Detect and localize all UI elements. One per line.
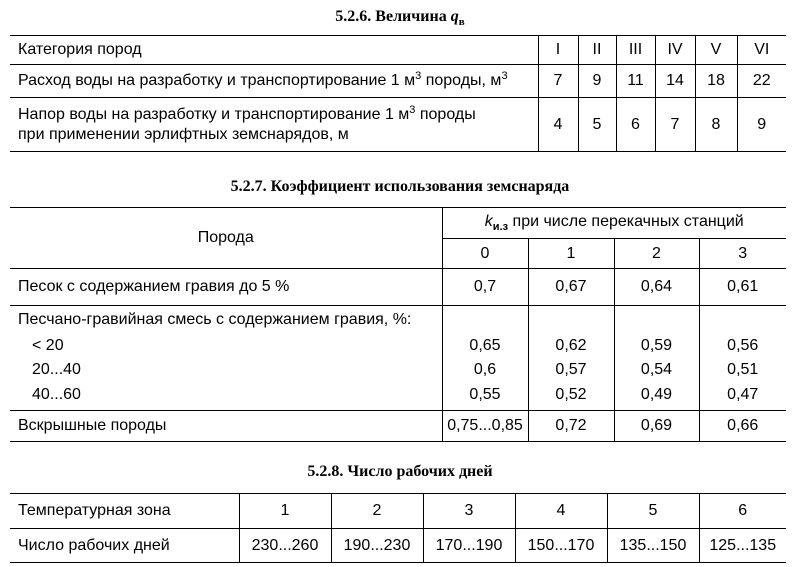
table-cell: 0,52: [528, 382, 614, 411]
table-row: [10, 411, 786, 442]
zone-header: 1: [239, 494, 331, 529]
title-subscript: в: [458, 16, 465, 28]
row-label-after-sup: 3: [501, 70, 508, 82]
table-cell: 0,75...0,85: [442, 411, 528, 442]
table-cell: 0,55: [442, 382, 528, 411]
row-label: 20...40: [10, 358, 442, 382]
table-cell: 9: [578, 65, 616, 98]
k-symbol: k: [484, 213, 493, 230]
section-5-2-7-title: 5.2.7. Коэффициент использования земснаряда: [230, 178, 570, 195]
table-cell: 22: [737, 65, 786, 98]
row-label: < 20: [10, 334, 442, 358]
row-label-line1: Напор воды на разработку и транспортирование 1 м: [18, 105, 410, 123]
table-cell: 0,6: [442, 358, 528, 382]
category-header: V: [695, 36, 737, 65]
table-header-row: [10, 208, 786, 239]
table-cell: 0,61: [699, 269, 786, 306]
category-label: Категория пород: [10, 36, 538, 65]
table-cell: 0,62: [528, 334, 614, 358]
table-cell: 0,59: [614, 334, 699, 358]
table-cell: 0,66: [727, 417, 759, 434]
k-label: при числе перекачных станций: [508, 213, 744, 230]
title-symbol: q: [450, 8, 459, 25]
category-header: I: [538, 36, 578, 65]
row-label: Песчано-гравийная смесь с содержанием гравия, %:: [10, 306, 442, 335]
section-5-2-6-title: [0, 8, 800, 31]
table-cell: 0,67: [528, 269, 614, 306]
table-row: [10, 529, 786, 563]
table-cell: 7: [538, 65, 578, 98]
table-cell: 9: [757, 115, 767, 133]
working-days-table: [10, 493, 786, 563]
table-cell: 0,51: [727, 361, 759, 378]
rock-header: Порода: [10, 208, 442, 269]
row-label: 40...60: [10, 382, 442, 411]
table-cell: 18: [695, 65, 737, 98]
category-header: II: [578, 36, 616, 65]
row-label-text: Расход воды на разработку и транспортирование 1 м: [18, 72, 416, 89]
zone-header: 2: [331, 494, 423, 529]
k-subscript: и.з: [492, 221, 509, 233]
zone-header: 5: [607, 494, 699, 529]
table-cell: 5: [578, 98, 616, 152]
table-header-row: [10, 36, 786, 65]
table-cell: 14: [655, 65, 695, 98]
row-label: Песок с содержанием гравия до 5 %: [10, 269, 442, 306]
table-cell: 125...135: [709, 536, 777, 554]
row-label-sup: 3: [415, 70, 422, 82]
table-cell: 8: [695, 98, 737, 152]
table-row: [10, 382, 786, 411]
table-cell: 11: [616, 65, 655, 98]
station-header: 0: [442, 239, 528, 269]
table-cell: 0,57: [528, 358, 614, 382]
zone-header: 3: [423, 494, 515, 529]
table-row: [10, 358, 786, 382]
table-cell: 0,49: [614, 382, 699, 411]
table-cell: 0,69: [614, 411, 699, 442]
station-header: 1: [528, 239, 614, 269]
dredge-coefficient-table: [10, 207, 786, 442]
table-row: [10, 334, 786, 358]
empty-cell: [699, 306, 786, 335]
zone-header: 4: [515, 494, 607, 529]
table-cell: 0,72: [528, 411, 614, 442]
table-cell: 6: [616, 98, 655, 152]
table-row: [10, 65, 786, 98]
table-cell: 190...230: [331, 529, 423, 563]
category-header: III: [616, 36, 655, 65]
row-label-line2: при применении эрлифтных земснарядов, м: [18, 125, 349, 143]
k-header: [442, 208, 786, 239]
category-header: VI: [737, 36, 786, 65]
table-row: [10, 306, 786, 335]
row-label-line1-sup: 3: [409, 103, 416, 116]
water-consumption-table: [10, 35, 786, 152]
title-prefix: 5.2.6. Величина: [335, 8, 447, 25]
table-cell: 170...190: [423, 529, 515, 563]
table-cell: 0,56: [727, 337, 759, 354]
empty-cell: [442, 306, 528, 335]
section-5-2-8-title: 5.2.8. Число рабочих дней: [307, 463, 493, 480]
station-header: 2: [614, 239, 699, 269]
table-cell: 150...170: [515, 529, 607, 563]
row-label-after: породы, м: [421, 72, 502, 89]
empty-cell: [614, 306, 699, 335]
table-cell: 0,65: [442, 334, 528, 358]
table-cell: 4: [538, 98, 578, 152]
table-cell: 0,47: [699, 382, 786, 411]
row-label: Вскрышные породы: [10, 411, 442, 442]
empty-cell: [528, 306, 614, 335]
station-header: 3: [699, 239, 786, 269]
table-cell: 0,7: [442, 269, 528, 306]
zone-label: Температурная зона: [10, 494, 239, 529]
table-header-row: [10, 494, 786, 529]
table-cell: 0,64: [614, 269, 699, 306]
days-label: Число рабочих дней: [10, 529, 239, 563]
row-label: [10, 98, 538, 152]
zone-header: 6: [699, 494, 786, 529]
table-cell: 230...260: [239, 529, 331, 563]
category-header: IV: [655, 36, 695, 65]
row-label-line1-after: породы: [415, 105, 476, 123]
table-cell: 7: [655, 98, 695, 152]
table-cell: 135...150: [607, 529, 699, 563]
table-row: [10, 269, 786, 306]
row-label: [10, 65, 538, 98]
table-row: [10, 98, 786, 152]
table-cell: 0,54: [614, 358, 699, 382]
